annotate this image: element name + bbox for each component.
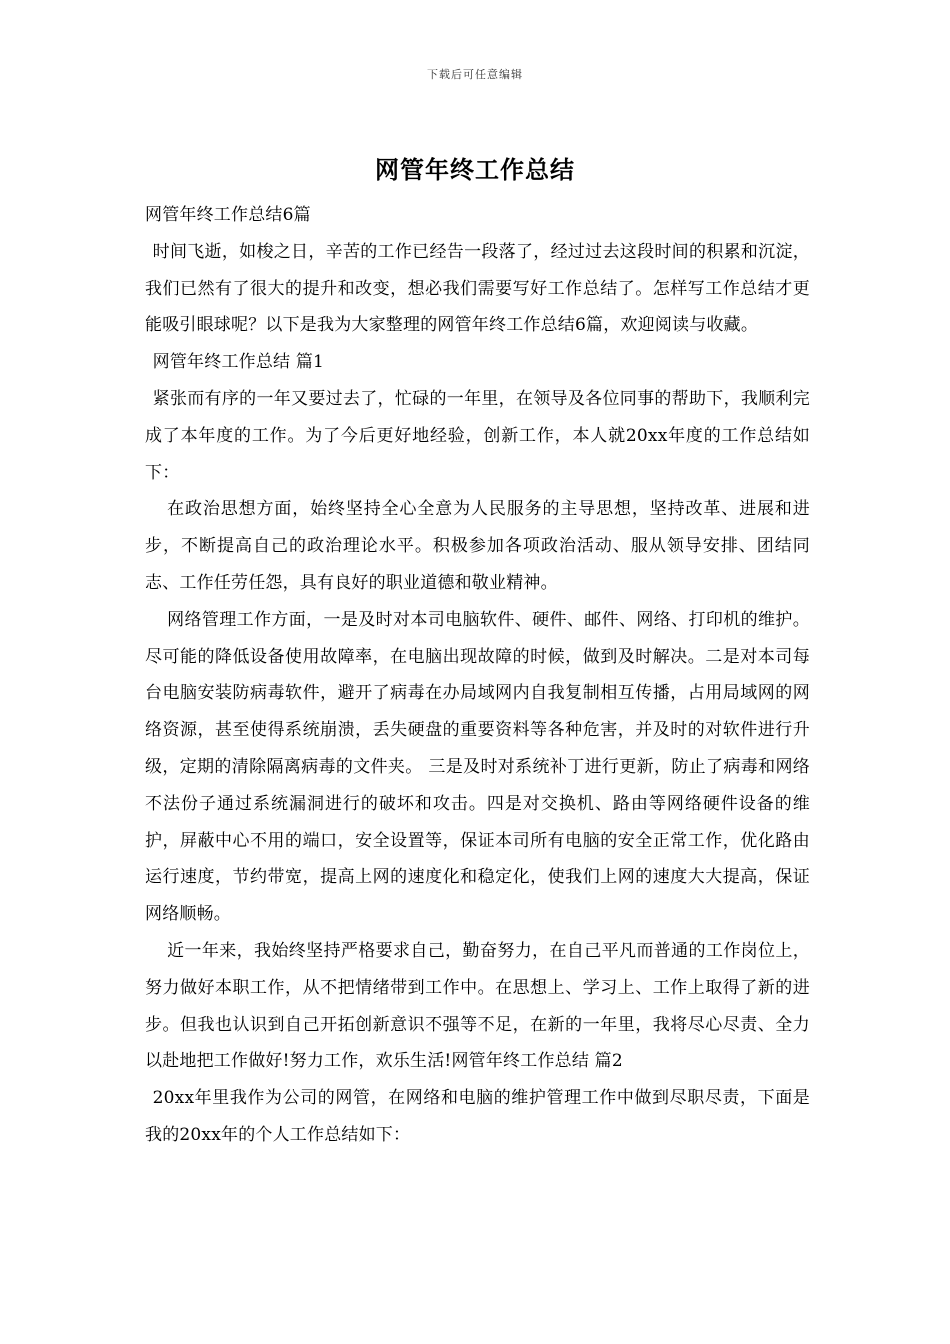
- section1-paragraph-1: 紧张而有序的一年又要过去了，忙碌的一年里，在领导及各位同事的帮助下，我顺利完成了本年度的工作。为了今后更好地经验，创新工作，本人就20xx年度的工作总结如下：: [145, 388, 810, 483]
- section2-paragraph-1: 20xx年里我作为公司的网管，在网络和电脑的维护管理工作中做到尽职尽责，下面是我的20xx年的个人工作总结如下：: [145, 1088, 810, 1145]
- document-body: [145, 197, 810, 1154]
- header-note: 下载后可任意编辑: [427, 68, 523, 81]
- section1-heading: 网管年终工作总结 篇1: [152, 352, 325, 373]
- section1-paragraph-3: 网络管理工作方面，一是及时对本司电脑软件、硬件、邮件、网络、打印机的维护。尽可能的降低设备使用故障率，在电脑出现故障的时候，做到及时解决。二是对本司每台电脑安装防病毒软件，避开了病毒在办局域网内自我复制相互传播，占用局域网的网络资源，甚至使得系统崩溃，丢失硬盘的重要资料等各种危害，并及时的对软件进行升级，定期的清除隔离病毒的文件夹。 三是及时对系统补丁进行更新，防止了病毒和网络不法份子通过系统漏洞进行的破坏和攻击。四是对交换机、路由等网络硬件设备的维护，屏蔽中心不用的端口，安全设置等，保证本司所有电脑的安全正常工作，优化路由运行速度，节约带宽，提高上网的速度化和稳定化，使我们上网的速度大大提高，保证网络顺畅。: [145, 609, 810, 925]
- document-subtitle: 网管年终工作总结6篇: [145, 205, 311, 225]
- section1-paragraph-2: 在政治思想方面，始终坚持全心全意为人民服务的主导思想，坚持改革、进展和进步，不断提高自己的政治理论水平。积极参加各项政治活动、服从领导安排、团结同志、工作任劳任怨，具有良好的职业道德和敬业精神。: [145, 499, 810, 593]
- section1-paragraph-4: 近一年来，我始终坚持严格要求自己，勤奋努力，在自己平凡而普通的工作岗位上，努力做好本职工作，从不把情绪带到工作中。在思想上、学习上、工作上取得了新的进步。但我也认识到自己开拓创新意识不强等不足，在新的一年里，我将尽心尽责、全力以赴地把工作做好!努力工作，欢乐生活!网管年终工作总结 篇2: [145, 940, 810, 1072]
- intro-paragraph: 时间飞逝，如梭之日，辛苦的工作已经告一段落了，经过过去这段时间的积累和沉淀，我们已然有了很大的提升和改变，想必我们需要写好工作总结了。怎样写工作总结才更能吸引眼球呢？以下是我为大家整理的网管年终工作总结6篇，欢迎阅读与收藏。: [145, 241, 810, 336]
- document-title: 网管年终工作总结: [375, 155, 575, 184]
